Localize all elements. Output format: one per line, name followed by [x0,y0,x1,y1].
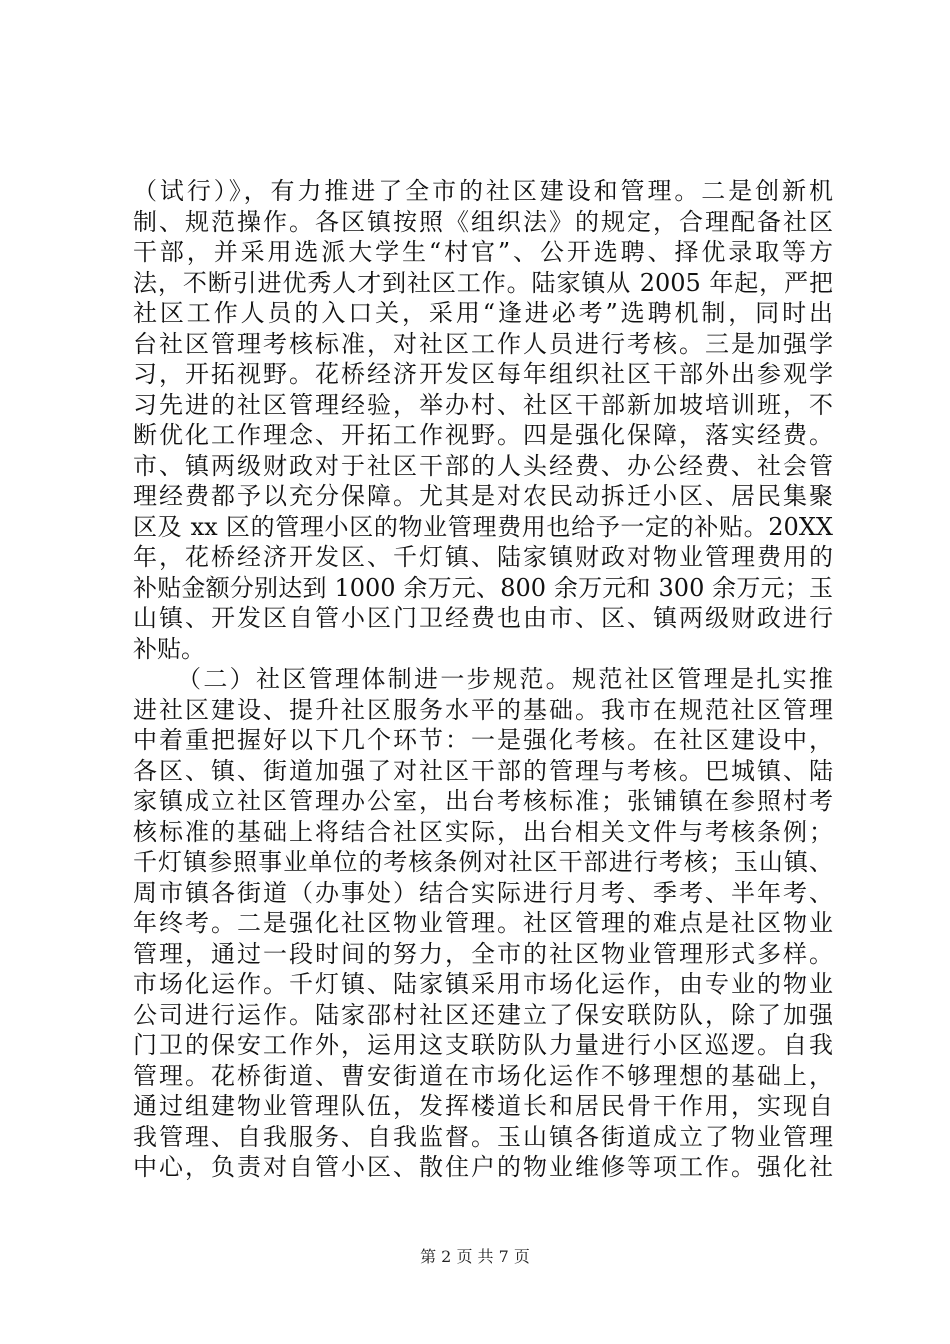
text-line: 山镇、开发区自管小区门卫经费也由市、区、镇两级财政进行 [133,604,833,632]
text-line: 市、镇两级财政对于社区干部的人头经费、办公经费、社会管 [133,451,833,480]
text-line: 进社区建设、提升社区服务水平的基础。我市在规范社区管理 [133,695,833,724]
text-line: 制、规范操作。各区镇按照《组织法》的规定，合理配备社区 [133,207,833,236]
text-line: 我管理、自我服务、自我监督。玉山镇各街道成立了物业管理 [133,1122,833,1151]
body-text [133,176,833,1183]
section-heading-line: （二）社区管理体制进一步规范。规范社区管理是扎实推 [177,665,833,693]
text-line: 通过组建物业管理队伍，发挥楼道长和居民骨干作用，实现自 [133,1092,833,1120]
text-line: 台社区管理考核标准，对社区工作人员进行考核。三是加强学 [133,329,833,358]
text-line: 管理。花桥街道、曹安街道在市场化运作不够理想的基础上， [133,1061,833,1090]
text-line: 中着重把握好以下几个环节：一是强化考核。在社区建设中， [133,726,833,754]
text-line: 千灯镇参照事业单位的考核条例对社区干部进行考核；玉山镇、 [133,848,833,876]
text-line: 法，不断引进优秀人才到社区工作。陆家镇从 2005 年起，严把 [133,268,833,297]
text-line: 管理，通过一段时间的努力，全市的社区物业管理形式多样。 [133,939,833,968]
text-line: 理经费都予以充分保障。尤其是对农民动拆迁小区、居民集聚 [133,482,833,510]
page-number-footer: 第 2 页 共 7 页 [420,1247,530,1266]
text-line: 公司进行运作。陆家邵村社区还建立了保安联防队，除了加强 [133,1000,833,1029]
text-line: 补贴金额分别达到 1000 余万元、800 余万元和 300 余万元；玉 [133,573,833,602]
text-line: 习先进的社区管理经验，举办村、社区干部新加坡培训班，不 [133,390,833,419]
text-line: 补贴。 [133,634,205,663]
text-line: 各区、镇、街道加强了对社区干部的管理与考核。巴城镇、陆 [133,756,833,785]
text-line: 区及 xx 区的管理小区的物业管理费用也给予一定的补贴。20XX [133,512,833,541]
text-line: 习，开拓视野。花桥经济开发区每年组织社区干部外出参观学 [133,360,833,388]
text-line: 社区工作人员的入口关，采用“逢进必考”选聘机制，同时出 [133,299,833,327]
text-line: （试行）》，有力推进了全市的社区建设和管理。二是创新机 [133,177,833,205]
text-line: 核标准的基础上将结合社区实际，出台相关文件与考核条例； [133,817,833,846]
text-line: 家镇成立社区管理办公室，出台考核标准；张铺镇在参照村考 [133,787,833,815]
text-line: 市场化运作。千灯镇、陆家镇采用市场化运作，由专业的物业 [133,970,833,998]
text-line: 门卫的保安工作外，运用这支联防队力量进行小区巡逻。自我 [133,1031,833,1059]
text-line: 断优化工作理念、开拓工作视野。四是强化保障，落实经费。 [133,421,833,449]
text-line: 干部，并采用选派大学生“村官”、公开选聘、择优录取等方 [133,238,833,266]
text-line: 中心，负责对自管小区、散住户的物业维修等项工作。强化社 [133,1153,833,1181]
text-line: 年，花桥经济开发区、千灯镇、陆家镇财政对物业管理费用的 [133,543,833,571]
text-line: 年终考。二是强化社区物业管理。社区管理的难点是社区物业 [133,909,833,937]
text-line: 周市镇各街道（办事处）结合实际进行月考、季考、半年考、 [133,878,833,907]
